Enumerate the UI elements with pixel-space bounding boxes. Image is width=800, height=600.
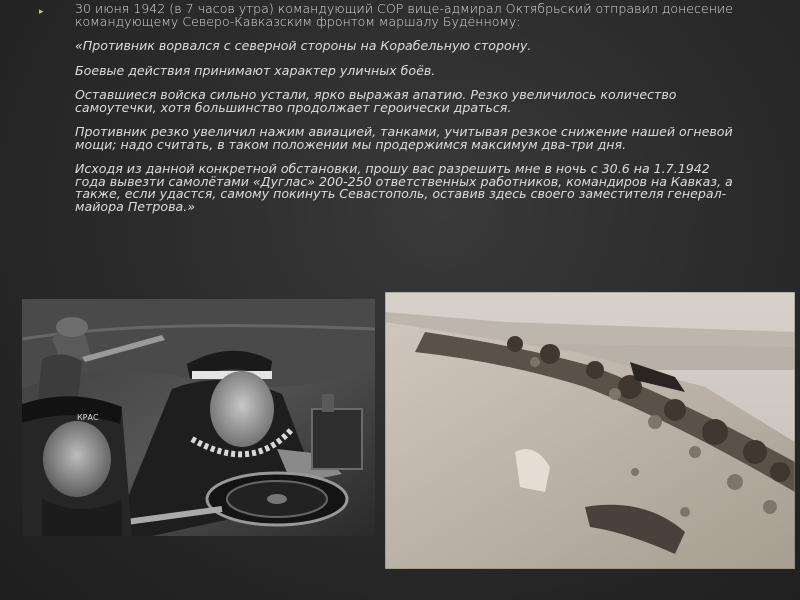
report-text bbox=[53, 3, 733, 213]
quote-paragraph-5: Исходя из данной конкретной обстановки, прошу вас разрешить мне в ночь с 30.6 на 1.7.1942 года вывезти самолётами «Дуглас» 200-250 ответственных работников, командиров на Кавказ, а также, если удастся, самому покинуть Севастополь, оставив здесь своего заместителя генерал-майора Петрова.» bbox=[75, 161, 733, 214]
cap-ribbon-text: КРАС bbox=[77, 413, 99, 422]
bullet-icon: ▸ bbox=[39, 7, 44, 17]
intro-paragraph: 30 июня 1942 (в 7 часов утра) командующий СОР вице-адмирал Октябрьский отправил донесение командующему Северо-Кавказским фронтом маршалу Будённому: bbox=[75, 1, 734, 29]
quote-paragraph-4: Противник резко увеличил нажим авиацией, танками, учитывая резкое снижение нашей огневой мощи; надо считать, в таком положении мы продержимся максимум два-три дня. bbox=[75, 124, 733, 152]
ruined-shoreline-photo bbox=[385, 292, 795, 569]
sailors-machine-gun-photo bbox=[22, 299, 375, 536]
quote-paragraph-3: Оставшиеся войска сильно устали, ярко выражая апатию. Резко увеличилось количество самоутечки, хотя большинство продолжает героически драться. bbox=[75, 87, 677, 115]
quote-paragraph-1: «Противник ворвался с северной стороны на Корабельную сторону. bbox=[75, 38, 532, 53]
quote-paragraph-2: Боевые действия принимают характер уличных боёв. bbox=[75, 62, 436, 78]
